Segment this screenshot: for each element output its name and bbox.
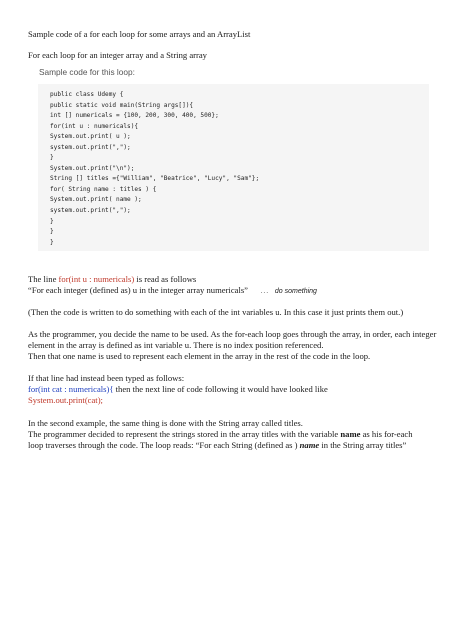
code-line: } [50, 238, 54, 246]
sample-caption: Sample code for this loop: [39, 67, 135, 77]
code-line: } [50, 228, 54, 236]
then-one-name-line: Then that one name is used to represent each element in the array in the rest of the code in the loop. [28, 351, 371, 361]
code-line: System.out.print("\n"); [50, 164, 135, 172]
quote-note: do something [274, 288, 317, 295]
programmer-name-pre: The programmer decided to represent the strings stored in the array titles with the variable [28, 429, 341, 439]
inline-code: for(int u : numericals) [58, 274, 135, 284]
code-line: System.out.print( name ); [50, 196, 142, 204]
code-line: } [50, 154, 54, 162]
name-bold: name [340, 429, 361, 439]
if-line: If that line had instead been typed as follows: [28, 373, 185, 383]
print-cat-line: System.out.print(cat); [28, 395, 103, 405]
code-line: String [] titles ={"William", "Beatrice", "Lucy", "Sam"}; [50, 175, 260, 183]
programmer-name-line [28, 429, 413, 440]
code-line: for(int u : numericals){ [50, 122, 139, 130]
code-block [50, 90, 259, 248]
second-example-line: In the second example, the same thing is done with the String array called titles. [28, 418, 303, 428]
alt-code: for(int cat : numericals){ [28, 384, 114, 394]
line-read-paragraph [28, 274, 196, 285]
code-line: system.out.print(","); [50, 143, 131, 151]
quote-text: “For each integer (defined as) u in the integer array numericals” [28, 285, 248, 295]
then-paragraph: (Then the code is written to do something with each of the int variables u. In this case it just prints them out.) [28, 307, 404, 317]
code-line: System.out.print( u ); [50, 133, 131, 141]
section-subheading: For each loop for an integer array and a String array [28, 50, 207, 60]
alt-rest: then the next line of code following it would have looked like [113, 384, 328, 394]
name-bold-italic: name [299, 440, 320, 450]
code-line: int [] numericals = {100, 200, 300, 400, 500}; [50, 112, 219, 120]
programmer-name-post: as his for-each [360, 429, 413, 439]
programmer-paragraph: As the programmer, you decide the name to be used. As the for-each loop goes through the array, in order, each integer element in the array is defined as int variable u. There is no index position referenced. [28, 329, 437, 350]
line-read-prefix: The line [28, 274, 59, 284]
alt-line [28, 384, 328, 395]
code-line: public static void main(String args[]){ [50, 101, 194, 109]
code-line: for( String name : titles ) { [50, 185, 157, 193]
code-line: public class Udemy { [50, 91, 124, 98]
code-box [38, 84, 429, 251]
loop-traverses-pre: loop traverses through the code. The loop reads: “For each String (defined as ) [28, 440, 300, 450]
quote-line [28, 285, 317, 298]
loop-traverses-post: in the String array titles” [319, 440, 407, 450]
code-line: system.out.print(","); [50, 207, 131, 215]
code-line: } [50, 217, 54, 225]
quote-dots: … [260, 285, 269, 295]
line-read-suffix: is read as follows [134, 274, 197, 284]
loop-traverses-line [28, 440, 406, 451]
page-heading: Sample code of a for each loop for some arrays and an ArrayList [28, 29, 251, 39]
